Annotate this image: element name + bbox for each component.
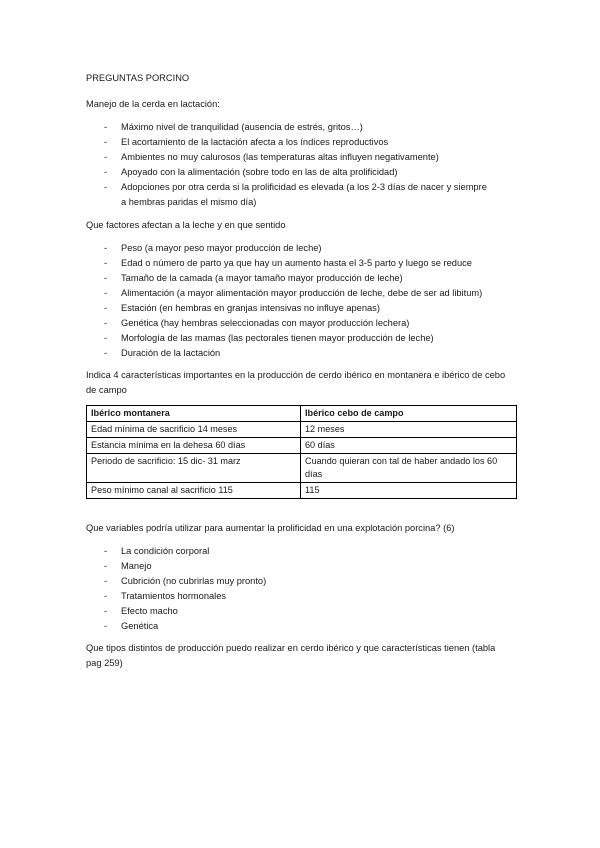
list-variables-prolificidad [86, 544, 516, 634]
list-item: - Duración de la lactación [86, 346, 516, 361]
list-item: - Peso (a mayor peso mayor producción de leche) [86, 241, 516, 256]
table-cell: 12 meses [301, 422, 517, 438]
table-row [87, 422, 517, 438]
table-cell: 60 días [301, 438, 517, 454]
list-item: - Tamaño de la camada (a mayor tamaño mayor producción de leche) [86, 271, 516, 286]
section-heading-leche: Que factores afectan a la leche y en que sentido [86, 220, 286, 230]
list-item: - Adopciones por otra cerda si la prolificidad es elevada (a los 2-3 días de nacer y siempre a hembras paridas el mismo día) [86, 180, 491, 210]
list-item: - Alimentación (a mayor alimentación mayor producción de leche, debe de ser ad libitum) [86, 286, 491, 301]
table-cell: Peso mínimo canal al sacrificio 115 [87, 483, 301, 499]
list-item: - Tratamientos hormonales [86, 589, 516, 604]
table-header-cell: Ibérico montanera [87, 406, 301, 422]
table-header-row [87, 406, 517, 422]
list-item: - Apoyado con la alimentación (sobre todo en las de alta prolificidad) [86, 165, 516, 180]
list-item: - Morfología de las mamas (las pectorales tienen mayor producción de leche) [86, 331, 516, 346]
table-cell: Cuando quieran con tal de haber andado los 60 días [301, 454, 517, 483]
table-row [87, 454, 517, 483]
section-heading-prolificidad: Que variables podría utilizar para aumentar la prolificidad en una explotación porcina? (6) [86, 523, 455, 533]
list-item: - Máximo nivel de tranquilidad (ausencia de estrés, gritos…) [86, 120, 516, 135]
table-cell: Estancia mínima en la dehesa 60 días [87, 438, 301, 454]
list-item: - Efecto macho [86, 604, 516, 619]
table-header-cell: Ibérico cebo de campo [301, 406, 517, 422]
list-item: - Genética [86, 619, 516, 634]
section-heading-tipos-produccion: Que tipos distintos de producción puedo realizar en cerdo ibérico y que características tienen (tabla pag 259) [86, 643, 496, 668]
table-row [87, 438, 517, 454]
table-row [87, 483, 517, 499]
list-factores-leche [86, 241, 516, 361]
list-item: - Estación (en hembras en granjas intensivas no influye apenas) [86, 301, 516, 316]
list-item: - Genética (hay hembras seleccionadas con mayor producción lechera) [86, 316, 516, 331]
table-cell: Periodo de sacrificio: 15 dic- 31 marz [87, 454, 301, 483]
list-item: - Edad o número de parto ya que hay un aumento hasta el 3-5 parto y luego se reduce [86, 256, 516, 271]
table-cell: 115 [301, 483, 517, 499]
list-item: - La condición corporal [86, 544, 516, 559]
list-item: - Ambientes no muy calurosos (las temperaturas altas influyen negativamente) [86, 150, 516, 165]
document-title: PREGUNTAS PORCINO [86, 73, 190, 83]
section-heading-iberico: Indica 4 características importantes en la producción de cerdo ibérico en montanera e ibérico de cebo de campo [86, 370, 506, 395]
section-heading-lactacion: Manejo de la cerda en lactación: [86, 99, 220, 109]
iberico-comparison-table [86, 405, 517, 499]
list-item: - El acortamiento de la lactación afecta a los índices reproductivos [86, 135, 516, 150]
list-item: - Cubrición (no cubrirlas muy pronto) [86, 574, 516, 589]
list-manejo-lactacion [86, 120, 516, 210]
document-page [86, 72, 516, 671]
list-item: - Manejo [86, 559, 516, 574]
table-cell: Edad mínima de sacrificio 14 meses [87, 422, 301, 438]
